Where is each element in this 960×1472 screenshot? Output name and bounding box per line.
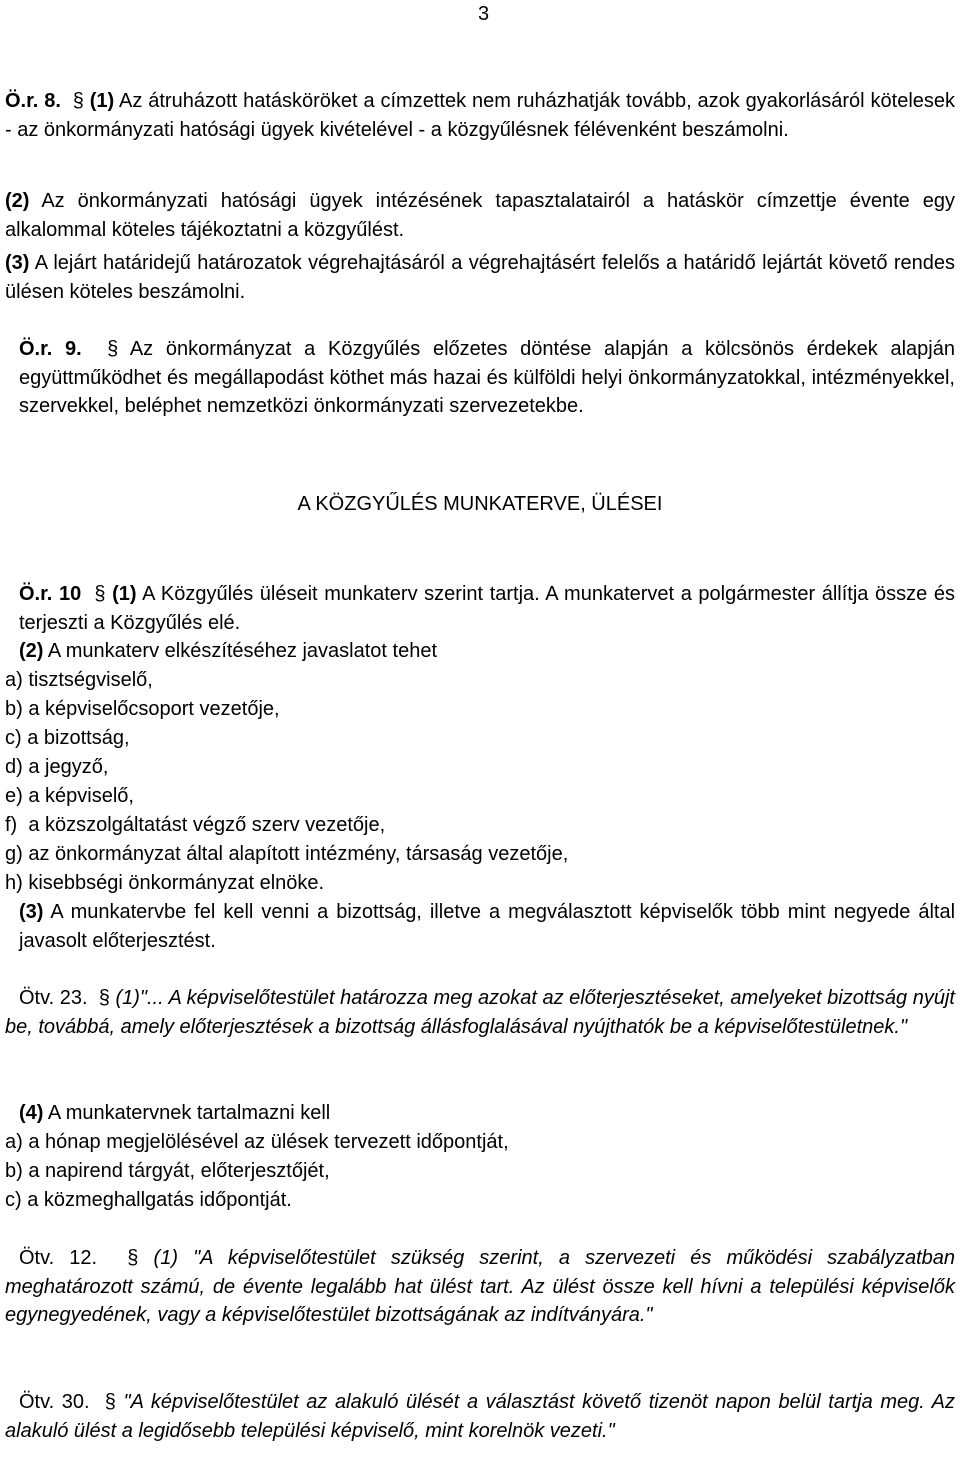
- section-8-paragraph-3: [5, 249, 955, 306]
- list-item: a) a hónap megjelölésével az ülések tervezett időpontját,: [5, 1131, 509, 1153]
- paragraph-text: A Közgyűlés üléseit munkaterv szerint tartja. A munkatervet a polgármester állítja össze és terjeszti a Közgyűlés elé.: [19, 583, 955, 634]
- paragraph-number: (3): [19, 901, 44, 923]
- section-sign: §: [94, 583, 106, 605]
- list-item: c) a közmeghallgatás időpontját.: [5, 1189, 292, 1211]
- paragraph-number: (2): [5, 190, 30, 212]
- paragraph-number: (2): [19, 640, 44, 662]
- list-item: a) tisztségviselő,: [5, 669, 153, 691]
- paragraph-text: A munkatervbe fel kell venni a bizottság, illetve a megválasztott képviselők több mint negyede által javasolt előterjesztést.: [19, 901, 956, 952]
- section-sign: §: [98, 987, 110, 1009]
- quote-text: "A képviselőtestület az alakuló ülését a választást követő tizenöt napon belül tartja meg. Az alakuló ülést a legidősebb települési képviselő, mint korelnök vezeti.": [5, 1391, 956, 1442]
- paragraph-number: (1): [112, 583, 137, 605]
- quote-ref: Ötv. 30.: [19, 1391, 90, 1413]
- quote-ref: Ötv. 12.: [19, 1247, 98, 1269]
- list-item: c) a bizottság,: [5, 727, 130, 749]
- list-item: f) a közszolgáltatást végző szerv vezetője,: [5, 814, 386, 836]
- section-10-paragraph-4: [19, 1099, 330, 1128]
- quote-otv-12: [5, 1244, 955, 1330]
- paragraph-number: (4): [19, 1102, 44, 1124]
- quote-otv-30: [5, 1388, 955, 1445]
- quote-text: (1) "A képviselőtestület szükség szerint, a szervezeti és működési szabályzatban meghatározott számú, de évente legalább hat ülést tart. Az ülést össze kell hívni a települési képviselők egynegyedének, vagy a képviselőtestület bizottságának az indítványára.": [5, 1247, 955, 1327]
- list-item: d) a jegyző,: [5, 756, 109, 778]
- paragraph-number: (3): [5, 252, 30, 274]
- section-8-paragraph-1: [5, 87, 955, 144]
- quote-ref: Ötv. 23.: [19, 987, 88, 1009]
- list-item: e) a képviselő,: [5, 785, 134, 807]
- paragraph-text: Az önkormányzat a Közgyűlés előzetes döntése alapján a kölcsönös érdekek alapján együttműködhet és megállapodást köthet más hazai és külföldi helyi önkormányzatokkal, intézményekkel, szervekkel, beléphet nemzetközi önkormányzati szervezetekbe.: [19, 338, 955, 418]
- paragraph-text: Az önkormányzati hatósági ügyek intézésének tapasztalatairól a hatáskör címzettje évente egy alkalommal köteles tájékoztatni a közgyűlést.: [5, 190, 956, 241]
- paragraph-number: (1): [89, 90, 115, 112]
- section-sign: §: [104, 1391, 116, 1413]
- section-9-paragraph: [5, 335, 955, 421]
- section-10-paragraph-3: [5, 898, 955, 955]
- section-sign: §: [127, 1247, 139, 1269]
- section-heading: A KÖZGYŰLÉS MUNKATERVE, ÜLÉSEI: [297, 493, 663, 515]
- section-8-paragraph-2: [5, 187, 955, 244]
- section-ref: Ö.r. 10: [19, 583, 82, 605]
- section-10-paragraph-2: [19, 637, 437, 666]
- quote-text: (1)"... A képviselőtestület határozza meg azokat az előterjesztéseket, amelyeket bizottság nyújt be, továbbá, amely előterjesztések a bizottság állásfoglalásával nyújthatók be a képviselőtestületnek.": [5, 987, 955, 1038]
- section-sign: §: [107, 338, 119, 360]
- document-page: [5, 0, 955, 1472]
- paragraph-text: A lejárt határidejű határozatok végrehajtásáról a végrehajtásért felelős a határidő lejártát követő rendes ülésen köteles beszámolni.: [5, 252, 956, 303]
- section-10-paragraph-1: [5, 580, 955, 637]
- section-sign: §: [72, 90, 84, 112]
- section-ref: Ö.r. 9.: [19, 338, 82, 360]
- page-number: 3: [478, 3, 490, 25]
- list-item: h) kisebbségi önkormányzat elnöke.: [5, 872, 325, 894]
- paragraph-text: A munkaterv elkészítéséhez javaslatot tehet: [47, 640, 438, 662]
- list-item: b) a napirend tárgyát, előterjesztőjét,: [5, 1160, 330, 1182]
- list-item: b) a képviselőcsoport vezetője,: [5, 698, 280, 720]
- section-ref: Ö.r. 8.: [5, 90, 61, 112]
- list-item: g) az önkormányzat által alapított intézmény, társaság vezetője,: [5, 843, 569, 865]
- quote-otv-23: [5, 984, 955, 1041]
- paragraph-text: A munkatervnek tartalmazni kell: [47, 1102, 331, 1124]
- paragraph-text: Az átruházott hatásköröket a címzettek nem ruházhatják tovább, azok gyakorlásáról kötelesek - az önkormányzati hatósági ügyek kivételével - a közgyűlésnek félévenként beszámolni.: [5, 90, 956, 141]
